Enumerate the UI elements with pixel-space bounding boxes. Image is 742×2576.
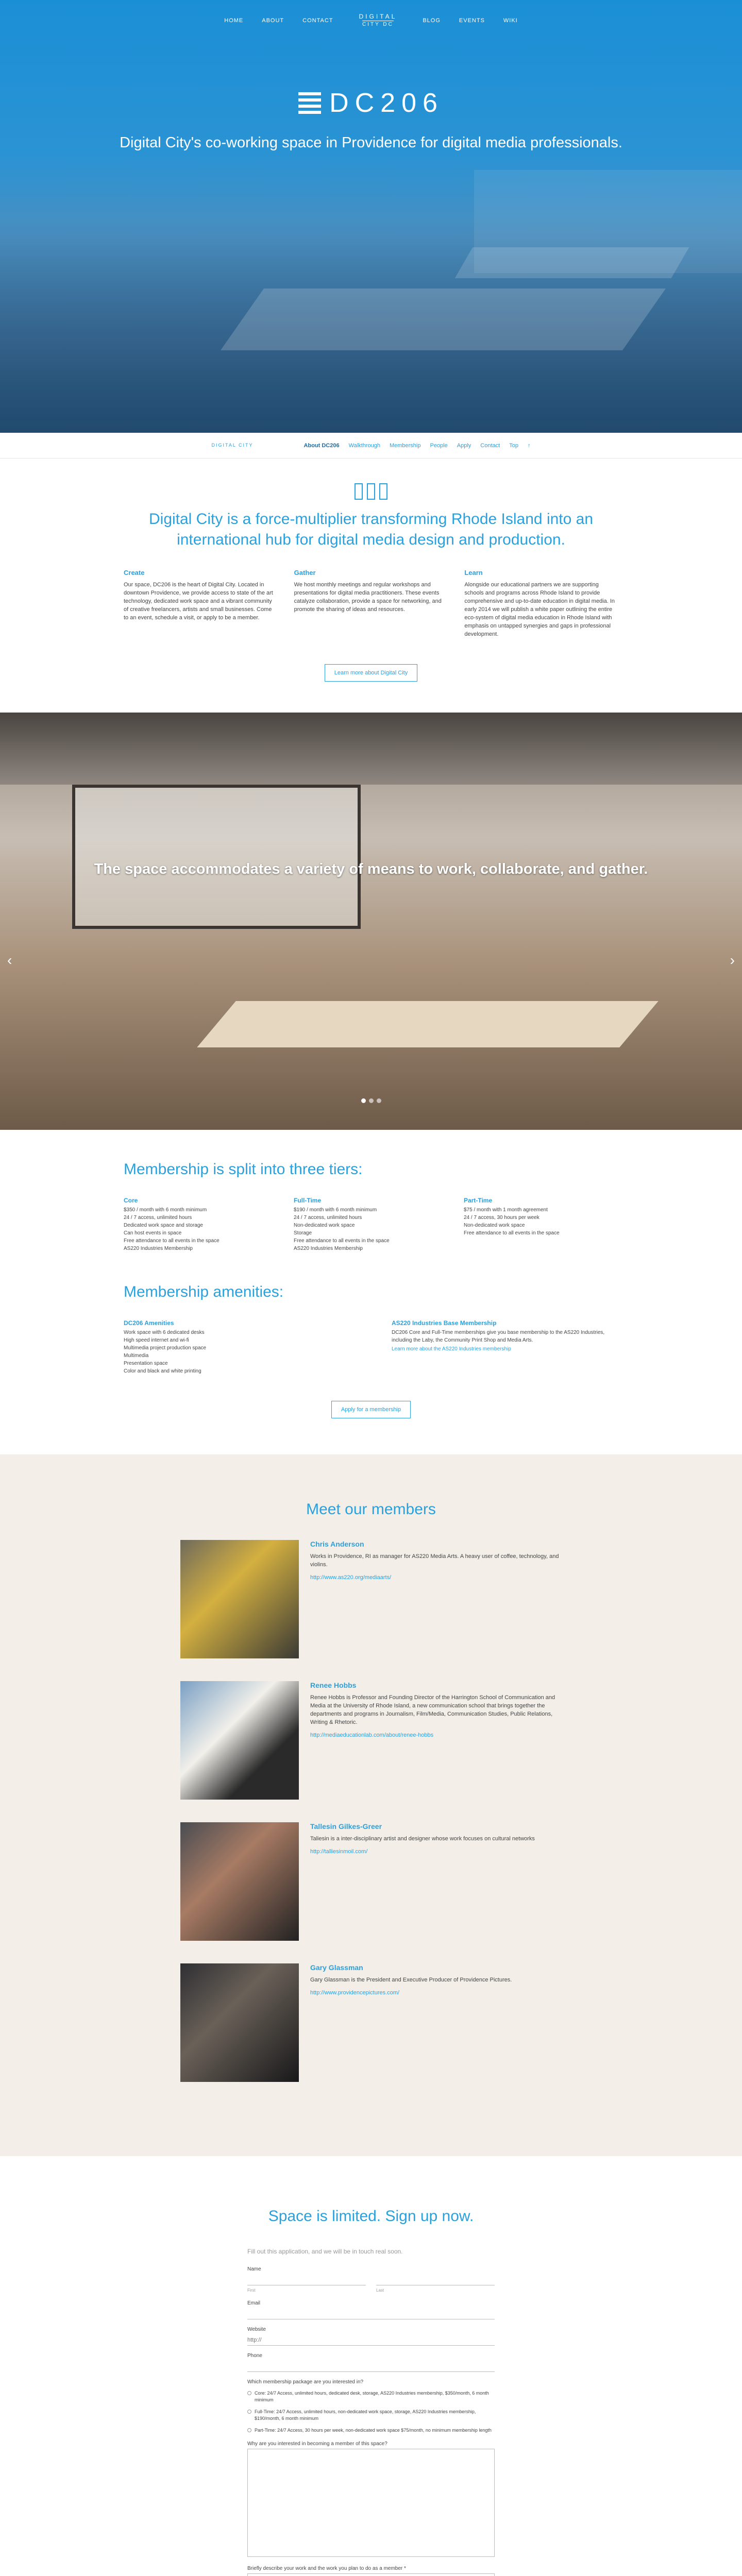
package-option[interactable] (247, 2409, 495, 2422)
application-form (247, 2248, 495, 2576)
slider-dot[interactable] (377, 1098, 381, 1103)
email-label: Email (247, 2300, 261, 2306)
subnav-people[interactable]: People (430, 442, 448, 449)
member-link[interactable]: http://www.providencepictures.com/ (310, 1990, 400, 1996)
about-gather (294, 569, 448, 638)
tier-core (124, 1197, 278, 1252)
radio-icon[interactable] (247, 2391, 251, 2395)
about-section (0, 459, 742, 713)
tier-line: $350 / month with 6 month minimum (124, 1207, 207, 1213)
members-section (0, 1454, 742, 2156)
nav-home[interactable]: HOME (224, 17, 244, 24)
member-name: Gary Glassman (310, 1963, 363, 1972)
hero-table (221, 289, 666, 350)
amenity-line: Multimedia project production space (124, 1345, 207, 1351)
about-heading: Digital City is a force-multiplier transforming Rhode Island into an international hub for digital media design and production. (148, 511, 594, 548)
learn-more-button[interactable]: Learn more about Digital City (325, 664, 417, 682)
hero-tagline: Digital City's co-working space in Providence for digital media professionals. (120, 134, 622, 151)
member-name: Chris Anderson (310, 1540, 364, 1548)
slider-table (197, 1001, 659, 1047)
tier-line: Free attendance to all events in the space (294, 1238, 390, 1244)
option-label: Part-Time: 24/7 Access, 30 hours per week, non-dedicated work space $75/month, no minimum membership length (255, 2428, 492, 2433)
why-textarea[interactable] (247, 2449, 495, 2557)
amenity-line: Multimedia (124, 1353, 149, 1359)
nav-blog[interactable]: BLOG (423, 17, 441, 24)
column-title: Create (124, 569, 145, 577)
brand-logo[interactable] (359, 13, 397, 27)
option-label: Full-Time: 24/7 Access, unlimited hours, non-dedicated work space, storage, AS220 Industries membership, $190/month, 6 month minimum (255, 2409, 476, 2421)
apply-button[interactable]: Apply for a membership (331, 1401, 411, 1418)
membership-section (0, 1130, 742, 1454)
amenities-dc206 (124, 1319, 350, 1375)
subnav-contact[interactable]: Contact (480, 442, 500, 449)
member-link[interactable]: http://mediaeducationlab.com/about/renee-hobbs (310, 1732, 434, 1738)
work-question: Briefly describe your work and the work you plan to do as a member * (247, 2566, 406, 2571)
logo-word: DC206 (329, 88, 444, 118)
tier-line: Non-dedicated work space (464, 1223, 525, 1228)
logo-bars-icon (298, 92, 321, 114)
amenity-line: High speed internet and wi-fi (124, 1337, 189, 1343)
tier-line: $190 / month with 6 month minimum (294, 1207, 377, 1213)
why-question: Why are you interested in becoming a member of this space? (247, 2441, 387, 2447)
slider-ceiling (0, 713, 742, 785)
package-option[interactable] (247, 2427, 495, 2434)
member-photo (180, 1822, 299, 1941)
tier-title: Part-Time (464, 1197, 493, 1204)
subnav-walkthrough[interactable]: Walkthrough (348, 442, 380, 449)
member-photo (180, 1681, 299, 1800)
name-label: Name (247, 2266, 261, 2272)
amenity-line: DC206 Core and Full-Time memberships give you base membership to the AS220 Industries, including the Laby, the Community Print Shop and Media Arts. (392, 1330, 605, 1343)
signup-heading: Space is limited. Sign up now. (268, 2208, 474, 2225)
bars-icon (0, 483, 742, 500)
member-card (180, 1681, 562, 1800)
nav-about[interactable]: ABOUT (262, 17, 284, 24)
membership-tiers (124, 1197, 618, 1252)
tier-line: 24 / 7 access, unlimited hours (124, 1215, 192, 1221)
member-name: Renee Hobbs (310, 1681, 357, 1689)
member-name: Tallesin Gilkes-Greer (310, 1822, 382, 1831)
arrow-up-icon[interactable]: ↑ (527, 442, 531, 449)
amenity-line: Color and black and white printing (124, 1368, 201, 1374)
tier-line: 24 / 7 access, unlimited hours (294, 1215, 362, 1221)
radio-icon[interactable] (247, 2410, 251, 2414)
chevron-right-icon[interactable]: › (730, 952, 735, 968)
tier-line: 24 / 7 access, 30 hours per week (464, 1215, 539, 1221)
tier-part-time (464, 1197, 618, 1252)
hero-table (455, 247, 689, 278)
member-photo (180, 1963, 299, 2082)
slider-glass-wall (72, 785, 361, 929)
column-title: Gather (294, 569, 316, 577)
section-navigation (0, 433, 742, 459)
tier-line: Storage (294, 1230, 312, 1236)
member-bio: Gary Glassman is the President and Executive Producer of Providence Pictures. (310, 1977, 512, 1983)
mini-brand[interactable]: DIGITAL CITY (211, 443, 254, 448)
package-question: Which membership package are you interested in? (247, 2379, 364, 2385)
last-name-input[interactable] (376, 2274, 495, 2285)
column-text: We host monthly meetings and regular workshops and presentations for digital media practitioners. These events catalyze collaboration, provide a space for networking, and promote the sharing of ideas and resources. (294, 582, 442, 613)
package-option[interactable] (247, 2390, 495, 2403)
hero (0, 0, 742, 433)
member-bio: Works in Providence, RI as manager for AS220 Media Arts. A heavy user of coffee, technology, and violins. (310, 1553, 559, 1568)
email-field[interactable] (247, 2308, 495, 2319)
tier-line: $75 / month with 1 month agreement (464, 1207, 548, 1213)
amenity-title: DC206 Amenities (124, 1319, 174, 1327)
subnav-membership[interactable]: Membership (389, 442, 421, 449)
members-heading: Meet our members (306, 1501, 436, 1518)
slider-dots (0, 1098, 742, 1103)
website-label: Website (247, 2327, 266, 2332)
member-link[interactable]: http://talliesinmoil.com/ (310, 1849, 368, 1855)
column-text: Our space, DC206 is the heart of Digital City. Located in downtown Providence, we provide access to state of the art technology, dedicated work space and a vibrant community of creative freelancers, artists and small businesses. Come to an event, schedule a visit, or apply to be a member. (124, 582, 273, 621)
brand-bottom: CITY DC (362, 22, 394, 27)
member-link[interactable]: http://www.as220.org/mediaarts/ (310, 1574, 392, 1581)
amenities-as220 (392, 1319, 618, 1375)
tier-line: Can host events in space (124, 1230, 182, 1236)
tier-line: Free attendance to all events in the space (464, 1230, 560, 1236)
amenities (124, 1319, 618, 1375)
subnav-apply[interactable]: Apply (457, 442, 471, 449)
tier-line: Non-dedicated work space (294, 1223, 355, 1228)
brand-top: DIGITAL (359, 13, 397, 20)
top-navigation (0, 13, 742, 27)
column-text: Alongside our educational partners we are supporting schools and programs across Rhode Island to provide comprehensive and up-to-date education in digital media. In early 2014 we will publish a white paper outlining the entire eco-system of digital media education in Rhode Island with emphasis on untapped synergies and gaps in professional development. (464, 582, 615, 637)
option-label: Core: 24/7 Access, unlimited hours, dedicated desk, storage, AS220 Industries membership, $350/month, 6 month minimum (255, 2391, 489, 2402)
member-card (180, 1963, 562, 2082)
tier-title: Core (124, 1197, 138, 1204)
nav-wiki[interactable]: WIKI (503, 17, 518, 24)
member-bio: Renee Hobbs is Professor and Founding Director of the Harrington School of Communication and Media at the University of Rhode Island, a new communication school that brings together the departments and programs in Journalism, Film/Media, Communication Studies, Public Relations, Writing & Rhetoric. (310, 1694, 555, 1725)
member-card (180, 1822, 562, 1941)
signup-section (0, 2156, 742, 2576)
membership-heading: Membership is split into three tiers: (124, 1161, 363, 1178)
phone-label: Phone (247, 2353, 262, 2359)
about-create (124, 569, 278, 638)
slider-dot[interactable] (369, 1098, 374, 1103)
as220-link[interactable]: Learn more about the AS220 Industries membership (392, 1346, 511, 1352)
amenity-title: AS220 Industries Base Membership (392, 1319, 497, 1327)
subnav-top[interactable]: Top (509, 442, 518, 449)
about-columns (124, 569, 618, 638)
slider-dot[interactable] (361, 1098, 366, 1103)
website-field[interactable] (247, 2334, 495, 2346)
tier-title: Full-Time (294, 1197, 322, 1204)
tier-line: AS220 Industries Membership (294, 1246, 363, 1251)
about-learn (464, 569, 618, 638)
first-name-input[interactable] (247, 2274, 366, 2285)
tier-line: AS220 Industries Membership (124, 1246, 193, 1251)
radio-icon[interactable] (247, 2428, 251, 2432)
first-hint: First (247, 2288, 256, 2293)
phone-field[interactable] (247, 2361, 495, 2372)
member-bio: Taliesin is a inter-disciplinary artist and designer whose work focuses on cultural networks (310, 1836, 535, 1842)
nav-contact[interactable]: CONTACT (302, 17, 333, 24)
amenity-line: Presentation space (124, 1361, 168, 1366)
chevron-left-icon[interactable]: ‹ (7, 952, 12, 968)
dc206-logo (0, 88, 742, 118)
tier-full-time (294, 1197, 448, 1252)
column-title: Learn (464, 569, 483, 577)
amenities-heading: Membership amenities: (124, 1283, 284, 1300)
subnav-about[interactable]: About DC206 (303, 442, 340, 449)
photo-slider (0, 713, 742, 1130)
work-textarea[interactable] (247, 2573, 495, 2576)
amenity-line: Work space with 6 dedicated desks (124, 1330, 205, 1335)
nav-events[interactable]: EVENTS (459, 17, 485, 24)
member-card (180, 1540, 562, 1658)
tier-line: Free attendance to all events in the space (124, 1238, 220, 1244)
member-photo (180, 1540, 299, 1658)
slider-caption: The space accommodates a variety of means to work, collaborate, and gather. (94, 861, 648, 877)
tier-line: Dedicated work space and storage (124, 1223, 203, 1228)
form-intro: Fill out this application, and we will be in touch real soon. (247, 2248, 403, 2255)
last-hint: Last (376, 2288, 384, 2293)
